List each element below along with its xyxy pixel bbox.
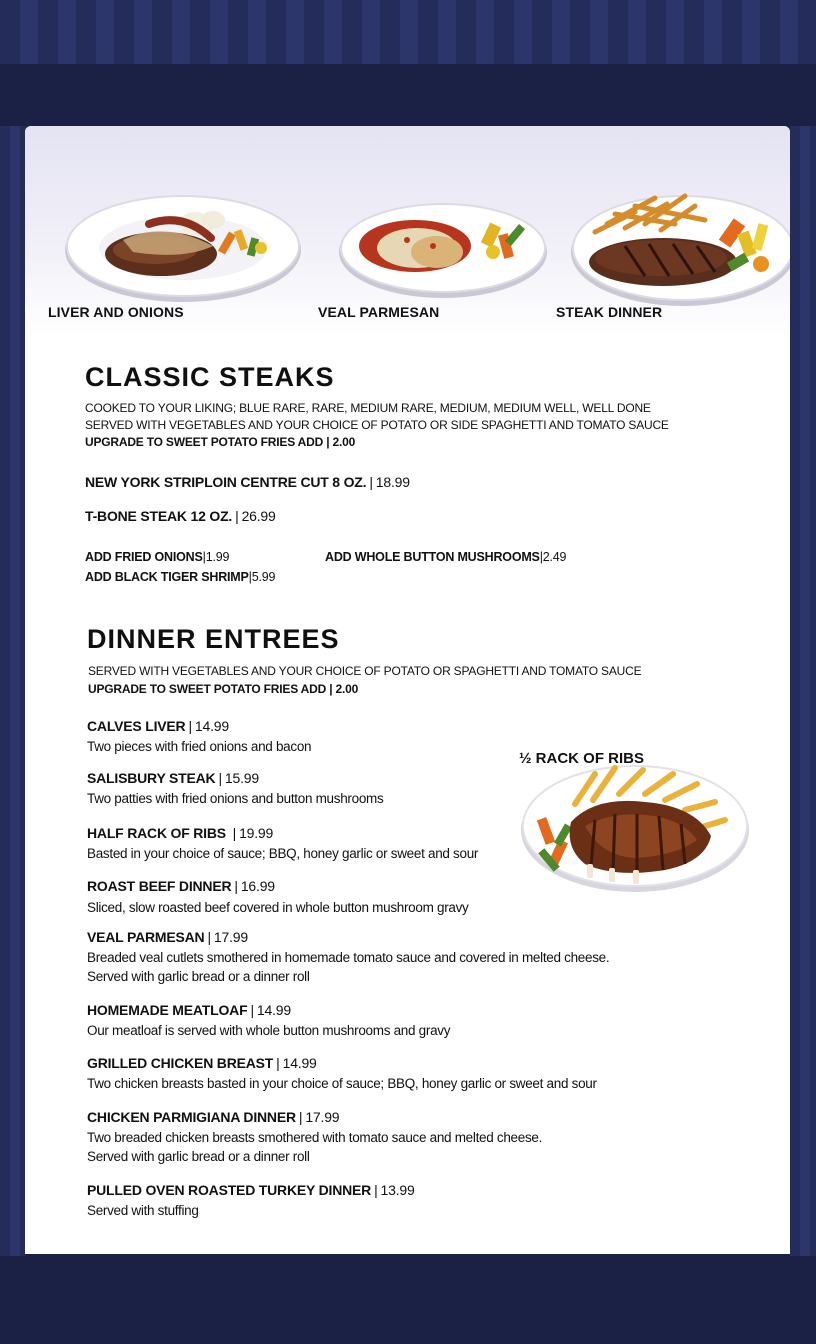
menu-card xyxy=(25,126,790,1254)
item-description: Sliced, slow roasted beef covered in whole button mushroom gravy xyxy=(87,900,469,915)
item-name: HOMEMADE MEATLOAF xyxy=(87,1002,248,1018)
item-description: Served with garlic bread or a dinner roll xyxy=(87,969,310,984)
left-stripe-border xyxy=(0,126,26,1256)
item-name: VEAL PARMESAN xyxy=(87,929,205,945)
menu-item: NEW YORK STRIPLOIN CENTRE CUT 8 OZ. | 18.99 xyxy=(85,474,410,490)
featured-caption-steak-dinner: STEAK DINNER xyxy=(556,304,663,320)
item-price: 17.99 xyxy=(305,1109,340,1125)
item-name: T-BONE STEAK 12 OZ. xyxy=(85,508,233,524)
menu-item: GRILLED CHICKEN BREAST | 14.99 xyxy=(87,1055,317,1071)
classic-steaks-upgrade-note: UPGRADE TO SWEET POTATO FRIES ADD | 2.00 xyxy=(85,435,356,449)
top-stripe-banner xyxy=(0,0,816,64)
header-band xyxy=(0,64,816,126)
item-name: PULLED OVEN ROASTED TURKEY DINNER xyxy=(87,1182,372,1198)
item-name: HALF RACK OF RIBS xyxy=(87,825,230,841)
addon-price: 5.99 xyxy=(251,570,276,584)
item-description: Two patties with fried onions and button mushrooms xyxy=(87,791,384,806)
item-price: 19.99 xyxy=(239,825,274,841)
item-price: 15.99 xyxy=(224,770,259,786)
menu-item: ROAST BEEF DINNER | 16.99 xyxy=(87,878,275,894)
steak-dinner-photo xyxy=(565,184,790,310)
right-stripe-border xyxy=(790,126,816,1256)
featured-caption-veal-parmesan: VEAL PARMESAN xyxy=(318,304,440,320)
addon-item: ADD BLACK TIGER SHRIMP|5.99 xyxy=(85,570,276,584)
featured-caption-liver-and-onions: LIVER AND ONIONS xyxy=(48,304,184,320)
addon-name: ADD FRIED ONIONS xyxy=(85,550,203,564)
item-description: Served with stuffing xyxy=(87,1203,199,1218)
addon-name: ADD BLACK TIGER SHRIMP xyxy=(85,570,249,584)
item-name: ROAST BEEF DINNER xyxy=(87,878,232,894)
item-description: Breaded veal cutlets smothered in homemade tomato sauce and covered in melted cheese. xyxy=(87,950,610,965)
veal-parmesan-photo xyxy=(337,194,549,302)
item-price: 26.99 xyxy=(241,508,276,524)
item-description: Served with garlic bread or a dinner roll xyxy=(87,1149,310,1164)
item-name: SALISBURY STEAK xyxy=(87,770,216,786)
addon-price: 1.99 xyxy=(205,550,230,564)
menu-item: PULLED OVEN ROASTED TURKEY DINNER | 13.99 xyxy=(87,1182,415,1198)
menu-item: SALISBURY STEAK | 15.99 xyxy=(87,770,259,786)
addon-price: 2.49 xyxy=(542,550,567,564)
item-name: GRILLED CHICKEN BREAST xyxy=(87,1055,274,1071)
menu-item: VEAL PARMESAN | 17.99 xyxy=(87,929,248,945)
item-name: CHICKEN PARMIGIANA DINNER xyxy=(87,1109,296,1125)
item-price: 14.99 xyxy=(194,718,229,734)
featured-dishes-banner xyxy=(25,126,790,336)
item-price: 14.99 xyxy=(282,1055,317,1071)
addon-item: ADD FRIED ONIONS|1.99 xyxy=(85,550,230,564)
classic-steaks-note: COOKED TO YOUR LIKING; BLUE RARE, RARE, MEDIUM RARE, MEDIUM, MEDIUM WELL, WELL DONE xyxy=(85,401,651,415)
addon-item: ADD WHOLE BUTTON MUSHROOMS|2.49 xyxy=(325,550,567,564)
addon-name: ADD WHOLE BUTTON MUSHROOMS xyxy=(325,550,540,564)
menu-item: HALF RACK OF RIBS | 19.99 xyxy=(87,825,274,841)
item-price: 13.99 xyxy=(380,1182,415,1198)
item-price: 18.99 xyxy=(375,474,410,490)
item-name: NEW YORK STRIPLOIN CENTRE CUT 8 OZ. xyxy=(85,474,367,490)
item-name: CALVES LIVER xyxy=(87,718,186,734)
classic-steaks-note: SERVED WITH VEGETABLES AND YOUR CHOICE OF POTATO OR SIDE SPAGHETTI AND TOMATO SAUCE xyxy=(85,418,669,432)
ribs-photo xyxy=(515,744,751,898)
menu-item: CALVES LIVER | 14.99 xyxy=(87,718,229,734)
dinner-entrees-heading: DINNER ENTREES xyxy=(87,624,340,654)
item-price: 14.99 xyxy=(256,1002,291,1018)
footer-band xyxy=(0,1256,816,1344)
menu-item: T-BONE STEAK 12 OZ. | 26.99 xyxy=(85,508,276,524)
item-description: Two pieces with fried onions and bacon xyxy=(87,739,312,754)
menu-item: HOMEMADE MEATLOAF | 14.99 xyxy=(87,1002,291,1018)
item-description: Two breaded chicken breasts smothered with tomato sauce and melted cheese. xyxy=(87,1130,543,1145)
ribs-feature-caption: ½ RACK OF RIBS xyxy=(519,750,645,767)
item-price: 17.99 xyxy=(213,929,248,945)
dinner-entrees-upgrade-note: UPGRADE TO SWEET POTATO FRIES ADD | 2.00 xyxy=(88,682,359,696)
dinner-entrees-note: SERVED WITH VEGETABLES AND YOUR CHOICE OF POTATO OR SPAGHETTI AND TOMATO SAUCE xyxy=(88,664,642,678)
classic-steaks-heading: CLASSIC STEAKS xyxy=(85,362,335,392)
liver-and-onions-photo xyxy=(63,190,303,306)
item-description: Our meatloaf is served with whole button mushrooms and gravy xyxy=(87,1023,451,1038)
item-description: Basted in your choice of sauce; BBQ, honey garlic or sweet and sour xyxy=(87,846,479,861)
item-price: 16.99 xyxy=(240,878,275,894)
menu-item: CHICKEN PARMIGIANA DINNER | 17.99 xyxy=(87,1109,340,1125)
item-description: Two chicken breasts basted in your choice of sauce; BBQ, honey garlic or sweet and sour xyxy=(87,1076,597,1091)
